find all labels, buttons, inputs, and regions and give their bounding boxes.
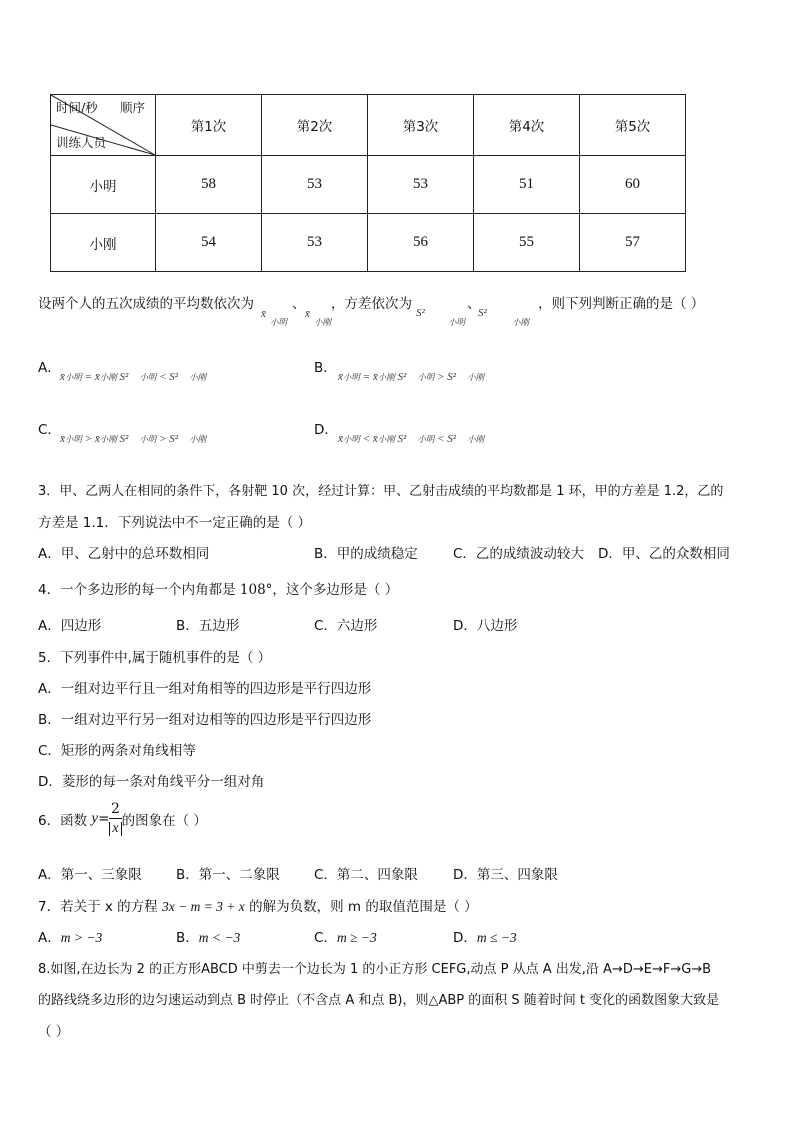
s2-symbol: S² [169, 371, 179, 383]
s2-symbol: S² [397, 371, 407, 383]
q6-numerator: 2 [111, 801, 120, 817]
score-cell: 54 [156, 214, 262, 272]
q6-stem [38, 802, 207, 836]
xbar-symbol: x̄ [338, 371, 343, 383]
corner-person-label: 训练人员 [56, 135, 107, 150]
xbar-symbol: x̄ [94, 433, 100, 445]
q7-option-c [314, 926, 377, 946]
sub-xiaogang: 小刚 [377, 434, 395, 444]
sub-xiaoming: 小明 [417, 372, 435, 382]
sub-xiaogang: 小刚 [467, 372, 485, 382]
q7-stem-a: 7．若关于 x 的方程 [38, 899, 158, 915]
q7-d-value: m ≤ −3 [476, 930, 517, 945]
q2-sub-xiaoming-2: 小明 [448, 318, 466, 328]
score-cell: 53 [262, 156, 368, 214]
q4-angle: 108° [239, 582, 273, 598]
gt-symbol: > [84, 433, 93, 445]
score-cell: 57 [580, 214, 686, 272]
s2-symbol: S² [119, 371, 129, 383]
q4-stem [38, 578, 398, 598]
q2-sub-xiaogang-1: 小刚 [314, 318, 332, 328]
q6-stem-a: 6．函数 [38, 813, 88, 829]
sub-xiaogang: 小刚 [189, 434, 207, 444]
score-cell: 60 [580, 156, 686, 214]
q2-xbar-2: x̄ [305, 308, 310, 320]
header-cell-1: 第1次 [156, 95, 262, 156]
table-row [51, 156, 686, 214]
sub-xiaogang: 小刚 [99, 372, 117, 382]
q2-xbar-1: x̄ [261, 308, 266, 320]
row-name-cell: 小刚 [51, 214, 156, 272]
q4-option-d: D．八边形 [453, 618, 518, 634]
q6-y: y [91, 810, 99, 827]
q2-sep1: 、 [292, 296, 306, 312]
sub-xiaogang: 小刚 [99, 434, 117, 444]
q8-stem-line3: （ ） [38, 1024, 70, 1040]
sub-xiaoming: 小明 [342, 372, 360, 382]
q7-stem-b: 的解为负数，则 m 的取值范围是（ ） [249, 899, 478, 915]
score-cell: 55 [474, 214, 580, 272]
q4-option-a: A．四边形 [38, 618, 102, 634]
header-cell-4: 第4次 [474, 95, 580, 156]
header-cell-2: 第2次 [262, 95, 368, 156]
q2-option-c-label: C． [38, 422, 61, 438]
q2-option-b-formula [338, 371, 484, 383]
q5-option-c: C．矩形的两条对角线相等 [38, 743, 196, 759]
q6-eq: = [98, 811, 110, 827]
q6-denominator: x [109, 822, 121, 836]
q6-option-b: B．第一、二象限 [176, 867, 280, 883]
q2-stem [38, 292, 254, 312]
q2-s2-1: S² [416, 307, 425, 319]
q7-b-value: m < −3 [198, 930, 241, 945]
q4-option-b: B．五边形 [176, 618, 240, 634]
score-cell: 53 [368, 156, 474, 214]
q7-d-label: D． [453, 930, 477, 946]
q2-sub-xiaogang-2: 小刚 [512, 318, 530, 328]
xbar-symbol: x̄ [60, 371, 65, 383]
header-cell-5: 第5次 [580, 95, 686, 156]
s2-symbol: S² [447, 371, 457, 383]
q3-option-c: C．乙的成绩波动较大 [453, 546, 584, 562]
q8-stem-line2: 的路线绕多边形的边匀速运动到点 B 时停止（不含点 A 和点 B)，则△ABP 的面积 S 随着时间 t 变化的函数图象大致是 [38, 993, 720, 1008]
table-header-row [51, 95, 686, 156]
q7-equation: 3x − m = 3 + x [161, 899, 245, 914]
q7-c-value: m ≥ −3 [336, 930, 377, 945]
q3-option-d: D．甲、乙的众数相同 [598, 546, 730, 562]
sub-xiaoming: 小明 [64, 434, 82, 444]
lt-symbol: < [437, 433, 445, 445]
s2-symbol: S² [119, 433, 129, 445]
score-table [50, 94, 686, 272]
gt-symbol: > [437, 371, 445, 383]
score-cell: 56 [368, 214, 474, 272]
lt-symbol: < [159, 371, 167, 383]
q7-b-label: B． [176, 930, 199, 946]
table-corner-cell [51, 95, 156, 156]
q6-option-a: A．第一、三象限 [38, 867, 142, 883]
xbar-symbol: x̄ [338, 433, 343, 445]
lt-symbol: < [362, 433, 371, 445]
q2-option-b-label: B． [314, 360, 337, 376]
score-cell: 58 [156, 156, 262, 214]
sub-xiaoming: 小明 [64, 372, 82, 382]
sub-xiaogang: 小刚 [189, 372, 207, 382]
q2-sub-xiaoming-1: 小明 [270, 318, 288, 328]
xbar-symbol: x̄ [94, 371, 100, 383]
xbar-symbol: x̄ [372, 371, 378, 383]
q2-stem-b: ，方差依次为 [331, 296, 412, 312]
q4-stem-a: 4．一个多边形的每一个内角都是 [38, 582, 236, 598]
q5-option-b: B．一组对边平行另一组对边相等的四边形是平行四边形 [38, 712, 372, 728]
s2-symbol: S² [447, 433, 457, 445]
xbar-symbol: x̄ [60, 433, 65, 445]
q2-option-d-label: D． [314, 422, 338, 438]
s2-symbol: S² [397, 433, 407, 445]
s2-symbol: S² [169, 433, 179, 445]
table-row [51, 214, 686, 272]
q7-a-value: m > −3 [60, 930, 103, 945]
score-cell: 51 [474, 156, 580, 214]
q5-option-d: D．菱形的每一条对角线平分一组对角 [38, 774, 265, 790]
q2-stem-a: 设两个人的五次成绩的平均数依次为 [38, 296, 254, 312]
q5-stem: 5．下列事件中,属于随机事件的是（ ） [38, 650, 272, 666]
q7-stem [38, 895, 478, 915]
sub-xiaoming: 小明 [417, 434, 435, 444]
sub-xiaoming: 小明 [139, 372, 157, 382]
row-name-cell: 小明 [51, 156, 156, 214]
q3-stem-line1: 3．甲、乙两人在相同的条件下，各射靶 10 次，经过计算：甲、乙射击成绩的平均数都是 1 环，甲的方差是 1.2，乙的 [38, 484, 724, 499]
header-cell-3: 第3次 [368, 95, 474, 156]
q2-stem-c: ，则下列判断正确的是（ ） [538, 296, 705, 312]
q2-option-a-label: A． [38, 360, 61, 376]
q2-s2-2: S² [478, 307, 487, 319]
sub-xiaogang: 小刚 [377, 372, 395, 382]
score-cell: 53 [262, 214, 368, 272]
q2-sep2: 、 [467, 296, 481, 312]
q6-fraction [109, 802, 121, 836]
q2-option-d-formula [338, 433, 484, 445]
q7-c-label: C． [314, 930, 337, 946]
corner-order-label: 顺序 [119, 100, 145, 115]
q7-option-a [38, 926, 102, 946]
corner-time-label: 时间/秒 [56, 100, 98, 115]
gt-symbol: > [159, 433, 167, 445]
q3-option-a: A．甲、乙射中的总环数相同 [38, 546, 210, 562]
sub-xiaoming: 小明 [342, 434, 360, 444]
q4-stem-b: ，这个多边形是（ ） [272, 582, 399, 598]
q3-option-b: B．甲的成绩稳定 [314, 546, 418, 562]
eq-symbol: = [362, 371, 371, 383]
q6-option-d: D．第三、四象限 [453, 867, 558, 883]
q2-option-c-formula [60, 433, 206, 445]
q8-stem-line1: 8.如图,在边长为 2 的正方形ABCD 中剪去一个边长为 1 的小正方形 CEFG,动点 P 从点 A 出发,沿 A→D→E→F→G→B [38, 962, 712, 977]
q5-option-a: A．一组对边平行且一组对角相等的四边形是平行四边形 [38, 681, 372, 697]
q3-stem-line2: 方差是 1.1．下列说法中不一定正确的是（ ） [38, 515, 312, 531]
q4-option-c: C．六边形 [314, 618, 378, 634]
q7-a-label: A． [38, 930, 61, 946]
eq-symbol: = [84, 371, 93, 383]
q7-option-b [176, 926, 240, 946]
sub-xiaogang: 小刚 [467, 434, 485, 444]
q6-option-c: C．第二、四象限 [314, 867, 418, 883]
q7-option-d [453, 926, 517, 946]
sub-xiaoming: 小明 [139, 434, 157, 444]
q2-option-a-formula [60, 371, 206, 383]
xbar-symbol: x̄ [372, 433, 378, 445]
q6-stem-b: 的图象在（ ） [121, 813, 207, 829]
